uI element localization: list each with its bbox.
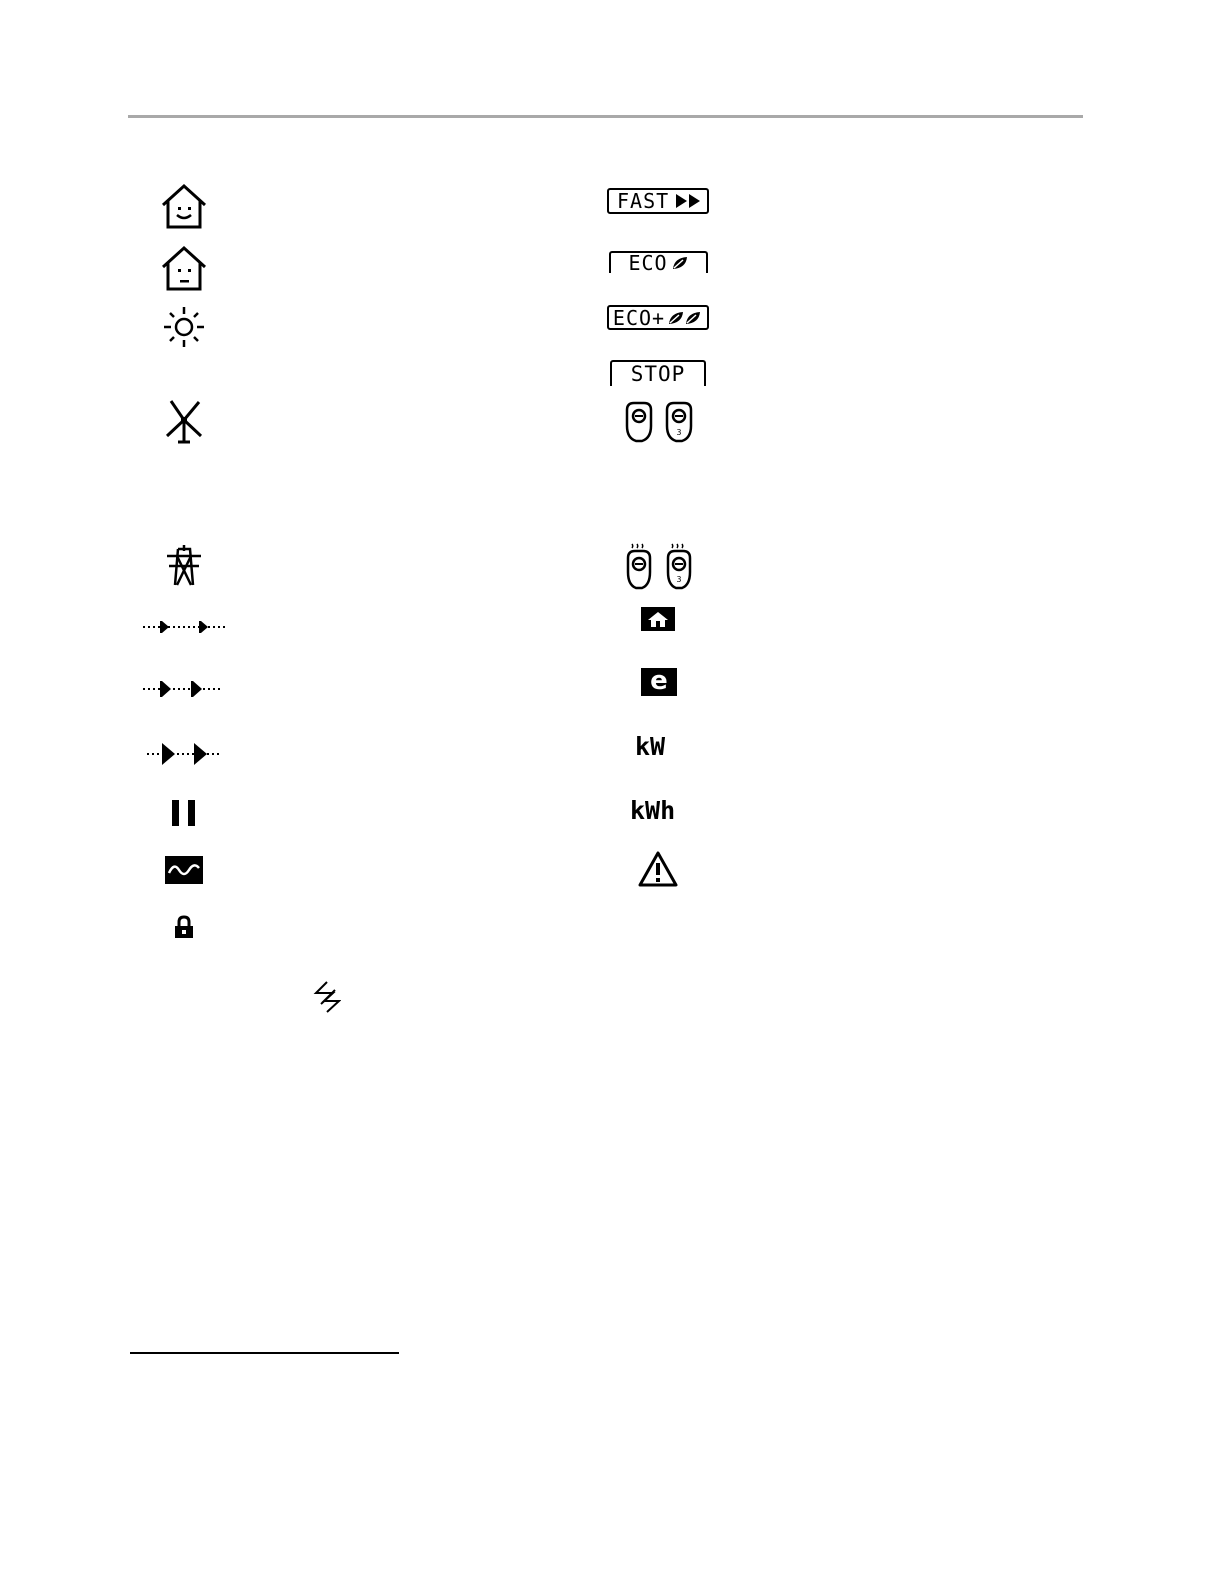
- unit-kwh-label: kWh: [630, 796, 676, 825]
- warning-icon: [637, 850, 679, 888]
- connector-icon: [622, 400, 696, 444]
- pause-icon: [171, 799, 197, 827]
- mode-eco-icon: [609, 251, 708, 273]
- fast-forward-icon: [674, 192, 704, 210]
- connector-3p-label: 3: [676, 428, 682, 437]
- flow-medium-icon: [142, 678, 222, 700]
- house-neutral-icon: [158, 245, 210, 293]
- lock-icon: [174, 915, 194, 939]
- mode-eco-label: ECO: [628, 251, 668, 275]
- header-rule: [128, 115, 1083, 118]
- unit-kw-label: kW: [635, 732, 666, 761]
- power-pylon-icon: [162, 543, 206, 587]
- mode-fast-label: FAST: [617, 189, 670, 213]
- mode-stop-icon: [610, 360, 706, 386]
- leaf-icon: [671, 255, 689, 271]
- mode-eco-plus-icon: [607, 305, 709, 330]
- flow-fast-icon: [146, 740, 222, 768]
- e-badge-icon: [641, 668, 677, 696]
- footnote-rule: [130, 1352, 399, 1354]
- mode-eco-plus-label: ECO+: [612, 305, 666, 330]
- lightning-bolt-icon: [313, 980, 341, 1014]
- ac-wave-icon: [165, 856, 203, 884]
- flow-slow-icon: [142, 618, 228, 636]
- wind-turbine-icon: [163, 398, 205, 444]
- connector-heating-3p-label: 3: [676, 575, 682, 584]
- mode-fast-icon: [607, 188, 709, 214]
- e-badge-label: e: [650, 666, 668, 696]
- connector-heating-icon: [624, 540, 696, 592]
- mode-stop-label: STOP: [630, 361, 686, 386]
- double-leaf-icon: [667, 310, 703, 326]
- home-badge-icon: [641, 607, 675, 631]
- sun-icon: [162, 305, 206, 349]
- house-happy-icon: [158, 183, 210, 231]
